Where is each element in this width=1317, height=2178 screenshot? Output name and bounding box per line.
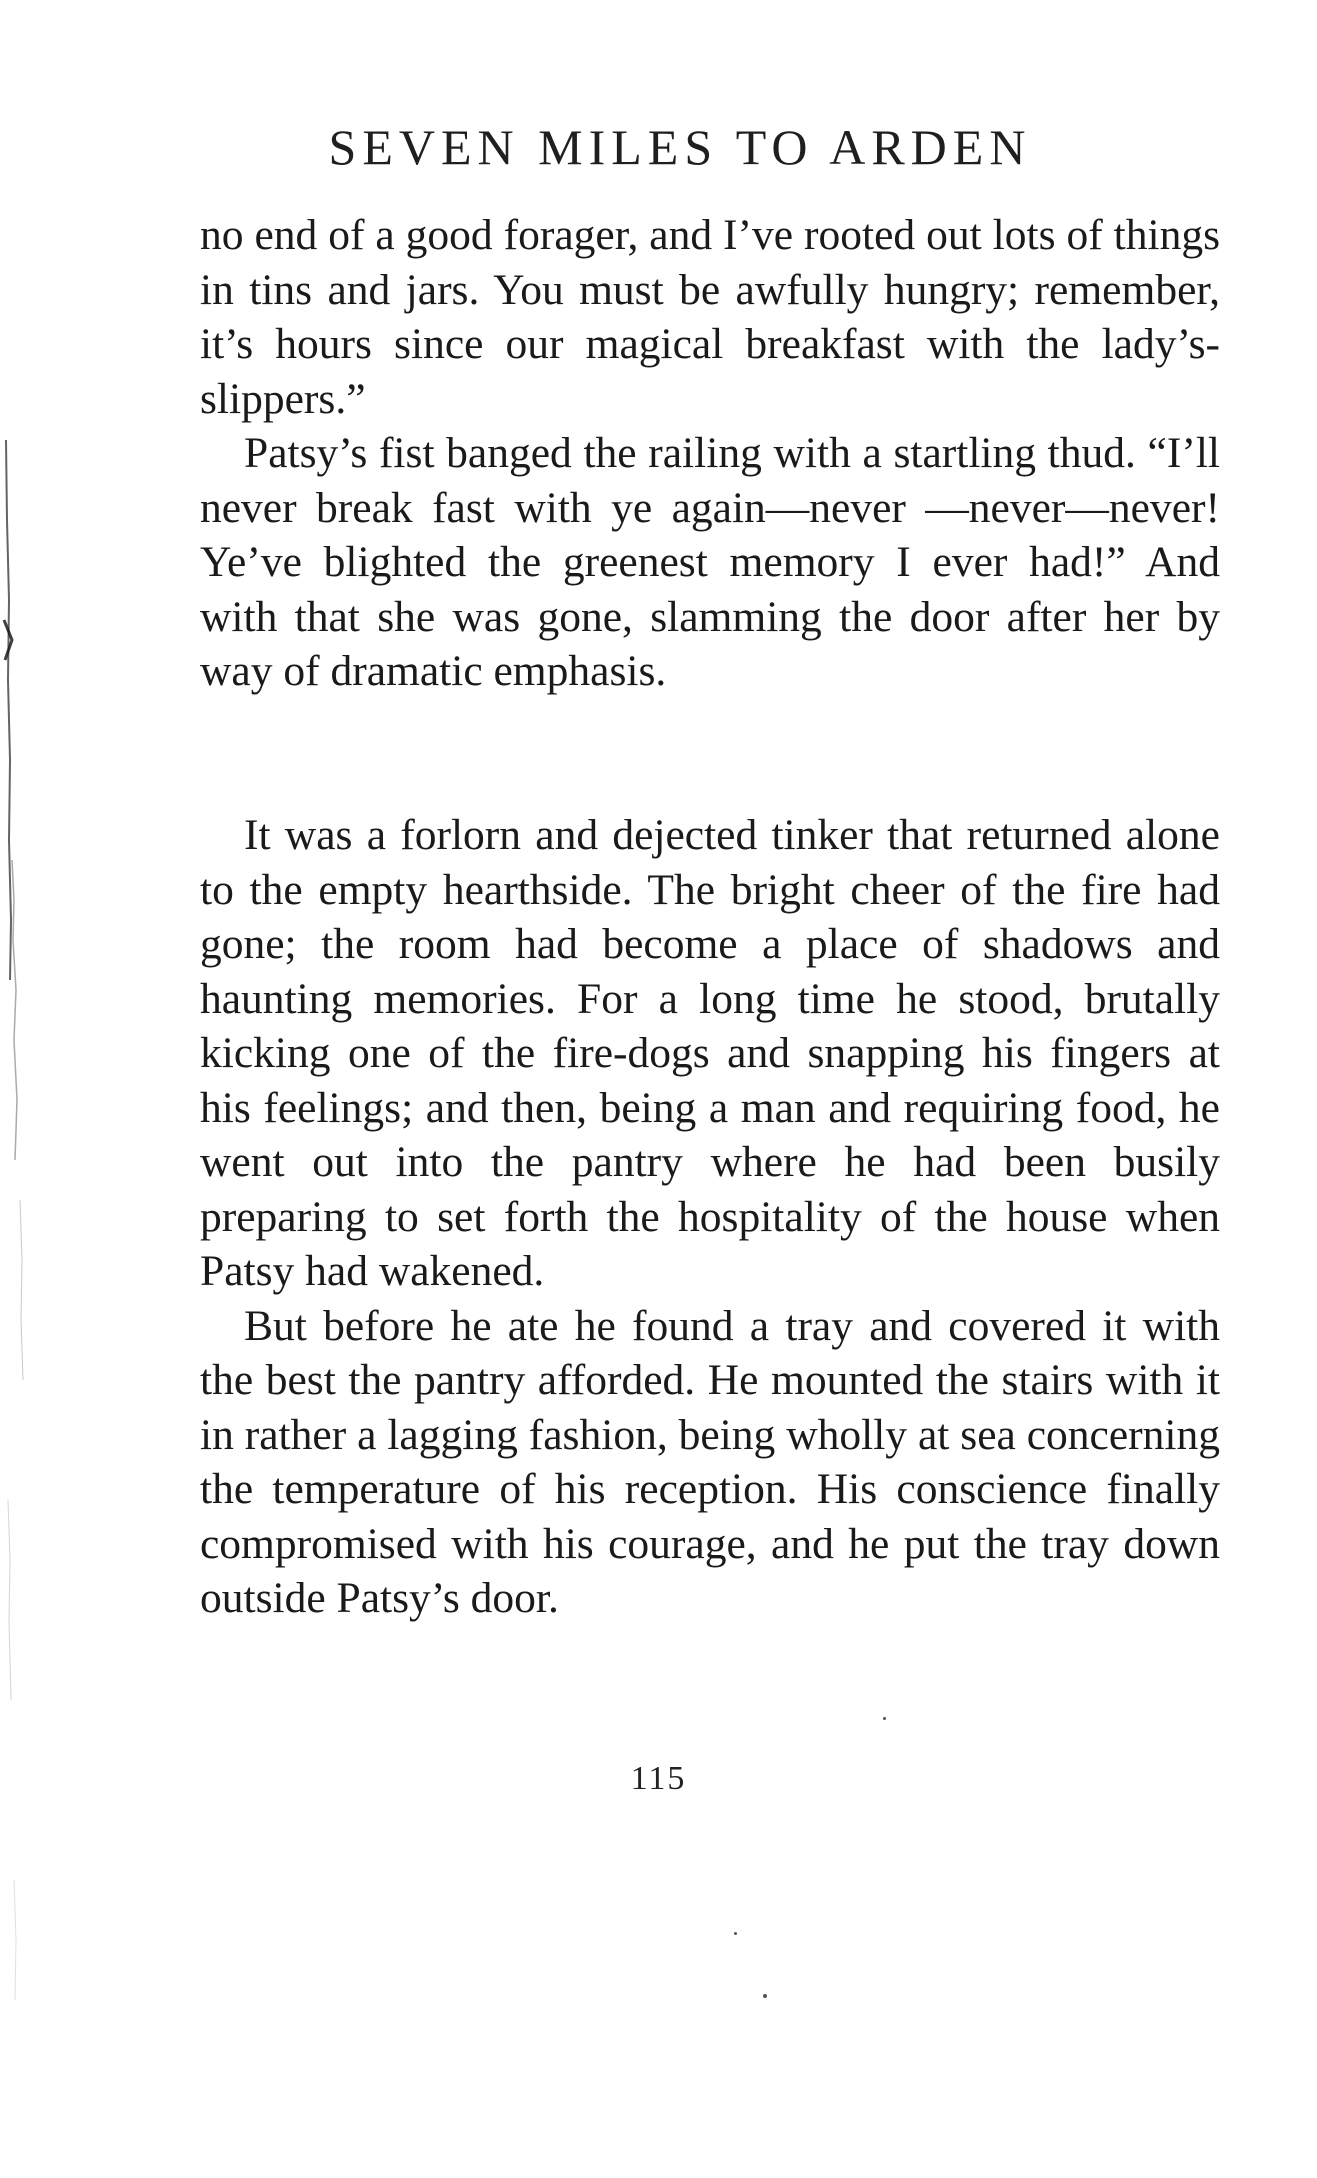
text-section-2 (200, 808, 1220, 1626)
paragraph: But before he ate he found a tray and covered it with the best the pantry afforded. He mounted the stairs with it in rather a lagging fashion, being wholly at sea concerning the temperature of his reception. His conscience finally compromised with his courage, and he put the tray down outside Patsy’s door. (200, 1301, 1220, 1622)
running-head: SEVEN MILES TO ARDEN (328, 119, 1032, 175)
paper-speck (734, 1932, 737, 1935)
paragraph: Patsy’s fist banged the railing with a startling thud. “I’ll never break fast with ye again—never —never—never! Ye’ve blighted the greenest memory I ever had!” And with that she was gone, slamming the door after her by way of dramatic emphasis. (200, 429, 1220, 695)
paper-speck (763, 1994, 767, 1998)
page-number: 115 (630, 1760, 687, 1797)
paper-speck (883, 1717, 886, 1720)
paragraph: It was a forlorn and dejected tinker that returned alone to the empty hearthside. The bright cheer of the fire had gone; the room had become a place of shadows and haunting memories. For a long time he stood, brutally kicking one of the fire-dogs and snapping his fingers at his feelings; and then, being a man and requiring food, he went out into the pantry where he had been busily preparing to set forth the hospitality of the house when Patsy had wakened. (200, 811, 1220, 1295)
binding-gutter-shadow (0, 0, 40, 2178)
paragraph: no end of a good forager, and I’ve rooted out lots of things in tins and jars. You must be awfully hungry; remember, it’s hours since our magical breakfast with the lady’s-slippers.” (200, 211, 1220, 423)
text-section-1 (200, 208, 1220, 699)
